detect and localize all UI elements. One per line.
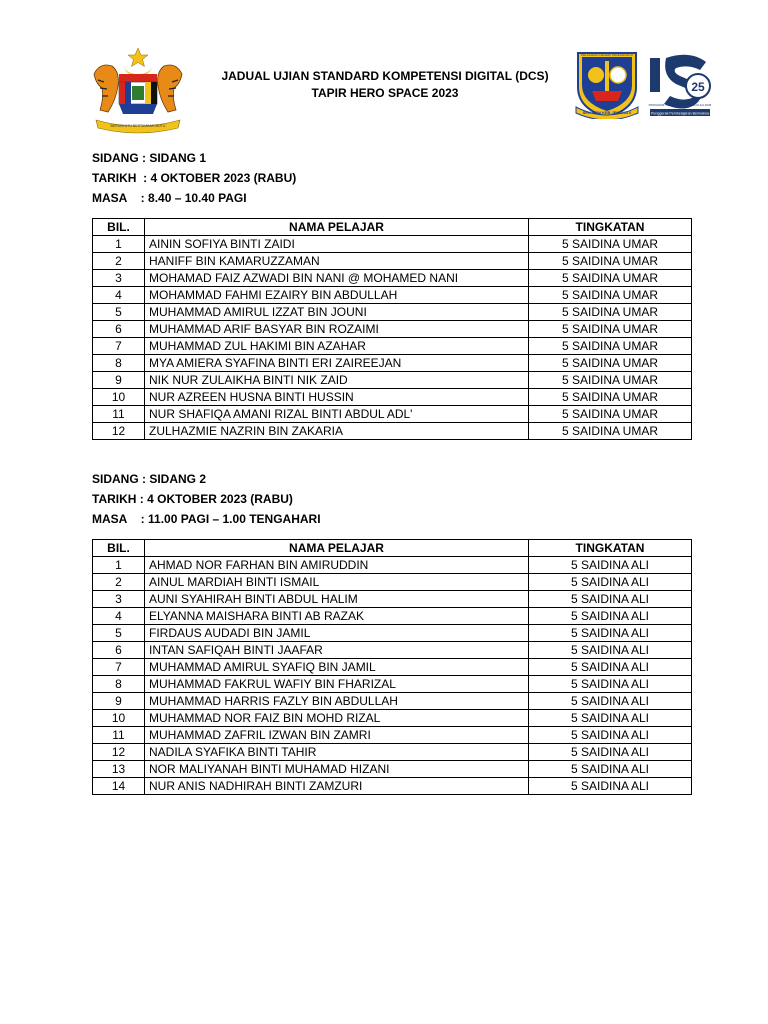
svg-text:PROGRAM TRANSFORMASI SEKOLAH 2: PROGRAM TRANSFORMASI SEKOLAH 2025 (648, 103, 712, 107)
table-row (93, 321, 692, 338)
bil-cell: 8 (93, 355, 145, 372)
title-line-2: TAPIR HERO SPACE 2023 (311, 86, 459, 100)
nama-cell: NUR ANIS NADHIRAH BINTI ZAMZURI (145, 778, 529, 795)
tingkatan-cell: 5 SAIDINA UMAR (529, 236, 692, 253)
tingkatan-cell: 5 SAIDINA UMAR (529, 423, 692, 440)
masa-label: MASA (92, 191, 128, 205)
session-1-info (92, 148, 296, 208)
nama-cell: MUHAMMAD NOR FAIZ BIN MOHD RIZAL (145, 710, 529, 727)
tingkatan-cell: 5 SAIDINA UMAR (529, 355, 692, 372)
tingkatan-cell: 5 SAIDINA ALI (529, 761, 692, 778)
tingkatan-cell: 5 SAIDINA ALI (529, 676, 692, 693)
nama-cell: NUR SHAFIQA AMANI RIZAL BINTI ABDUL ADL' (145, 406, 529, 423)
tingkatan-cell: 5 SAIDINA UMAR (529, 321, 692, 338)
col-bil-header: BIL. (93, 540, 145, 557)
session-2-rows (93, 557, 692, 795)
bil-cell: 14 (93, 778, 145, 795)
nama-cell: FIRDAUS AUDADI BIN JAMIL (145, 625, 529, 642)
nama-cell: ZULHAZMIE NAZRIN BIN ZAKARIA (145, 423, 529, 440)
nama-cell: INTAN SAFIQAH BINTI JAAFAR (145, 642, 529, 659)
25-anniversary-logo-icon (646, 48, 714, 120)
table-row (93, 591, 692, 608)
table-row (93, 642, 692, 659)
tingkatan-cell: 5 SAIDINA ALI (529, 625, 692, 642)
tingkatan-cell: 5 SAIDINA UMAR (529, 372, 692, 389)
nama-cell: MUHAMMAD ARIF BASYAR BIN ROZAIMI (145, 321, 529, 338)
table-row (93, 372, 692, 389)
tingkatan-cell: 5 SAIDINA ALI (529, 591, 692, 608)
session-2-table (92, 539, 692, 795)
session-1-sidang: SIDANG 1 (149, 151, 207, 165)
nama-cell: NUR AZREEN HUSNA BINTI HUSSIN (145, 389, 529, 406)
nama-cell: MOHAMMAD FAHMI EZAIRY BIN ABDULLAH (145, 287, 529, 304)
tingkatan-cell: 5 SAIDINA UMAR (529, 253, 692, 270)
col-nama-header: NAMA PELAJAR (145, 219, 529, 236)
session-1-table (92, 218, 692, 440)
table-row (93, 253, 692, 270)
table-header-row (93, 540, 692, 557)
tingkatan-cell: 5 SAIDINA ALI (529, 693, 692, 710)
bil-cell: 7 (93, 659, 145, 676)
tingkatan-cell: 5 SAIDINA UMAR (529, 338, 692, 355)
session-1-sidang-row: SIDANG : SIDANG 1 (92, 148, 296, 168)
bil-cell: 12 (93, 423, 145, 440)
tarikh-label: TARIKH (92, 492, 137, 506)
title-line-1: JADUAL UJIAN STANDARD KOMPETENSI DIGITAL (DCS) (221, 69, 549, 83)
tingkatan-cell: 5 SAIDINA ALI (529, 710, 692, 727)
tingkatan-cell: 5 SAIDINA ALI (529, 727, 692, 744)
tingkatan-cell: 5 SAIDINA UMAR (529, 389, 692, 406)
bil-cell: 10 (93, 710, 145, 727)
malaysia-coat-of-arms-icon (86, 44, 190, 134)
session-2-info (92, 469, 321, 529)
col-tingkatan-header: TINGKATAN (529, 219, 692, 236)
bil-cell: 11 (93, 406, 145, 423)
nama-cell: MYA AMIERA SYAFINA BINTI ERI ZAIREEJAN (145, 355, 529, 372)
tingkatan-cell: 5 SAIDINA ALI (529, 574, 692, 591)
session-1-masa: 8.40 – 10.40 PAGI (148, 191, 247, 205)
tarikh-label: TARIKH (92, 171, 137, 185)
bil-cell: 6 (93, 642, 145, 659)
session-1-tarikh: 4 OKTOBER 2023 (RABU) (150, 171, 297, 185)
session-1-tarikh-row: TARIKH : 4 OKTOBER 2023 (RABU) (92, 168, 296, 188)
tingkatan-cell: 5 SAIDINA ALI (529, 744, 692, 761)
tingkatan-cell: 5 SAIDINA UMAR (529, 304, 692, 321)
nama-cell: AHMAD NOR FARHAN BIN AMIRUDDIN (145, 557, 529, 574)
bil-cell: 7 (93, 338, 145, 355)
table-row (93, 676, 692, 693)
masa-label: MASA (92, 512, 128, 526)
session-2-tarikh: 4 OKTOBER 2023 (RABU) (147, 492, 293, 506)
svg-text:PELAJARAN NEGERI TERENGGANU: PELAJARAN NEGERI TERENGGANU (581, 53, 633, 57)
nama-cell: MOHAMAD FAIZ AZWADI BIN NANI @ MOHAMED NANI (145, 270, 529, 287)
bil-cell: 5 (93, 625, 145, 642)
bil-cell: 13 (93, 761, 145, 778)
col-tingkatan-header: TINGKATAN (529, 540, 692, 557)
table-row (93, 355, 692, 372)
nama-cell: MUHAMMAD FAKRUL WAFIY BIN FHARIZAL (145, 676, 529, 693)
bil-cell: 3 (93, 270, 145, 287)
tingkatan-cell: 5 SAIDINA ALI (529, 642, 692, 659)
tingkatan-cell: 5 SAIDINA ALI (529, 608, 692, 625)
bil-cell: 4 (93, 608, 145, 625)
nama-cell: MUHAMMAD AMIRUL SYAFIQ BIN JAMIL (145, 659, 529, 676)
tingkatan-cell: 5 SAIDINA ALI (529, 778, 692, 795)
nama-cell: AININ SOFIYA BINTI ZAIDI (145, 236, 529, 253)
nama-cell: MUHAMMAD ZUL HAKIMI BIN AZAHAR (145, 338, 529, 355)
table-row (93, 761, 692, 778)
school-crest-icon (572, 47, 642, 119)
nama-cell: NIK NUR ZULAIKHA BINTI NIK ZAID (145, 372, 529, 389)
nama-cell: NOR MALIYANAH BINTI MUHAMAD HIZANI (145, 761, 529, 778)
table-row (93, 423, 692, 440)
table-row (93, 557, 692, 574)
sidang-label: SIDANG (92, 472, 139, 486)
sidang-label: SIDANG (92, 151, 139, 165)
table-row (93, 625, 692, 642)
bil-cell: 2 (93, 574, 145, 591)
svg-text:Penggerak Pembelajaran Bermakn: Penggerak Pembelajaran Bermakna (651, 111, 709, 116)
col-bil-header: BIL. (93, 219, 145, 236)
session-1-masa-row: MASA : 8.40 – 10.40 PAGI (92, 188, 296, 208)
table-row (93, 608, 692, 625)
session-2-sidang-row: SIDANG : SIDANG 2 (92, 469, 321, 489)
table-row (93, 304, 692, 321)
table-row (93, 287, 692, 304)
tingkatan-cell: 5 SAIDINA ALI (529, 659, 692, 676)
session-1-rows (93, 236, 692, 440)
nama-cell: AINUL MARDIAH BINTI ISMAIL (145, 574, 529, 591)
svg-text:BERSEKUTU BERTAMBAH MUTU: BERSEKUTU BERTAMBAH MUTU (110, 124, 166, 128)
bil-cell: 11 (93, 727, 145, 744)
bil-cell: 9 (93, 372, 145, 389)
nama-cell: AUNI SYAHIRAH BINTI ABDUL HALIM (145, 591, 529, 608)
table-row (93, 659, 692, 676)
table-header-row (93, 219, 692, 236)
table-row (93, 406, 692, 423)
nama-cell: HANIFF BIN KAMARUZZAMAN (145, 253, 529, 270)
bil-cell: 6 (93, 321, 145, 338)
bil-cell: 3 (93, 591, 145, 608)
table-row (93, 574, 692, 591)
table-row (93, 744, 692, 761)
nama-cell: NADILA SYAFIKA BINTI TAHIR (145, 744, 529, 761)
tingkatan-cell: 5 SAIDINA UMAR (529, 287, 692, 304)
nama-cell: MUHAMMAD ZAFRIL IZWAN BIN ZAMRI (145, 727, 529, 744)
table-row (93, 270, 692, 287)
tingkatan-cell: 5 SAIDINA ALI (529, 557, 692, 574)
document-title (190, 68, 580, 102)
svg-text:25: 25 (691, 80, 705, 94)
bil-cell: 1 (93, 557, 145, 574)
bil-cell: 5 (93, 304, 145, 321)
session-2-masa: 11.00 PAGI – 1.00 TENGAHARI (148, 512, 321, 526)
nama-cell: MUHAMMAD AMIRUL IZZAT BIN JOUNI (145, 304, 529, 321)
bil-cell: 9 (93, 693, 145, 710)
nama-cell: MUHAMMAD HARRIS FAZLY BIN ABDULLAH (145, 693, 529, 710)
table-row (93, 389, 692, 406)
session-2-masa-row: MASA : 11.00 PAGI – 1.00 TENGAHARI (92, 509, 321, 529)
table-row (93, 236, 692, 253)
session-2-sidang: SIDANG 2 (149, 472, 207, 486)
tingkatan-cell: 5 SAIDINA UMAR (529, 270, 692, 287)
bil-cell: 2 (93, 253, 145, 270)
session-2-tarikh-row: TARIKH : 4 OKTOBER 2023 (RABU) (92, 489, 321, 509)
bil-cell: 1 (93, 236, 145, 253)
table-row (93, 338, 692, 355)
bil-cell: 4 (93, 287, 145, 304)
table-row (93, 727, 692, 744)
table-row (93, 693, 692, 710)
table-row (93, 710, 692, 727)
bil-cell: 10 (93, 389, 145, 406)
col-nama-header: NAMA PELAJAR (145, 540, 529, 557)
table-row (93, 778, 692, 795)
bil-cell: 8 (93, 676, 145, 693)
bil-cell: 12 (93, 744, 145, 761)
svg-text:SEK MEN KEB JENGKA 6: SEK MEN KEB JENGKA 6 (582, 110, 632, 115)
tingkatan-cell: 5 SAIDINA UMAR (529, 406, 692, 423)
nama-cell: ELYANNA MAISHARA BINTI AB RAZAK (145, 608, 529, 625)
